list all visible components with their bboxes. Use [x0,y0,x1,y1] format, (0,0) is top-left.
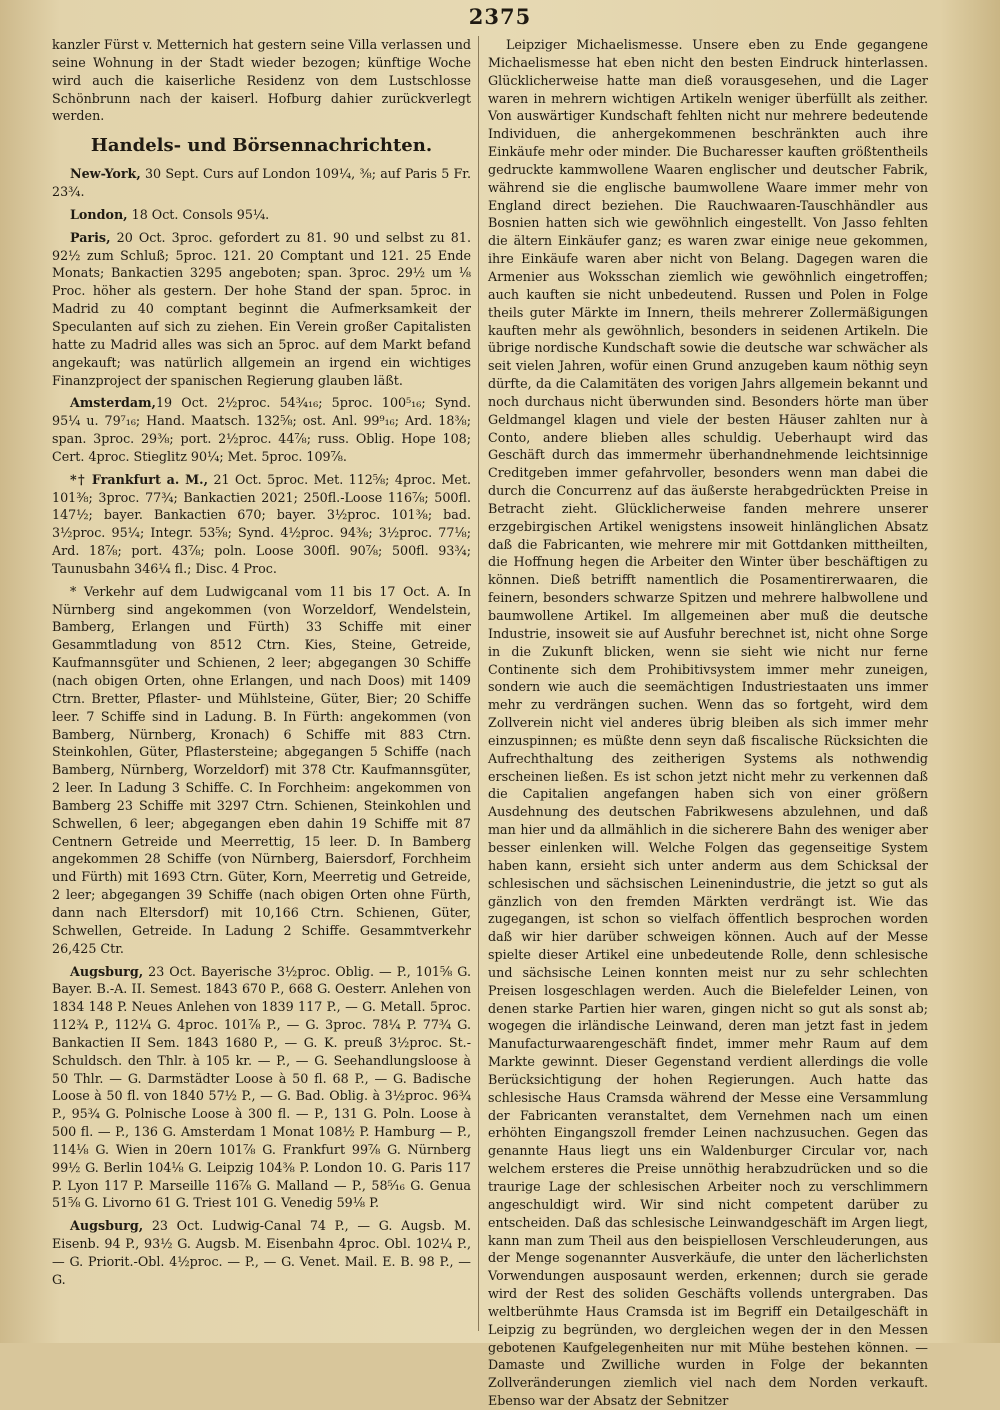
report-augsburg-1 [52,963,471,1213]
report-paris-text: 20 Oct. 3proc. gefordert zu 81. 90 und selbst zu 81. 92½ zum Schluß; 5proc. 121. 20 Comptant und 121. 25 Ende Monats; Bankactien 3295 angeboten; span. 3proc. 29½ um ⅛ Proc. höher als gestern. Der hohe Stand der span. 5proc. in Madrid zu 40 comptant beginnt die Aufmerksamkeit der Speculanten auf sich zu ziehen. Ein Verein großer Capitalisten hatte zu Madrid alles was sich an 5proc. auf dem Markt befand angekauft; was natürlich allgemein an irgend ein wichtiges Finanzproject der spanischen Regierung glauben läßt. [52,229,471,388]
report-newyork [52,165,471,201]
section-heading: Handels- und Börsennachrichten. [90,135,433,157]
place-paris: Paris, [70,229,111,245]
place-augsburg-1: Augsburg, [70,963,144,979]
report-london [52,206,471,224]
place-newyork: New-York, [70,166,141,182]
report-augsburg-1-text: 23 Oct. Bayerische 3½proc. Oblig. — P., 101⅝ G. Bayer. B.-A. II. Semest. 1843 670 P., 668 G. Oesterr. Anlehen von 1834 148 P. Neues Anlehen von 1839 117 P., — G. Metall. 5proc. 112¾ P., 112¼ G. 4proc. 101⅞ P., — G. 3proc. 78¼ P. 77¾ G. Bankactien II Sem. 1843 1680 P., — G. K. preuß 3½proc. St.-Schuldsch. den Thlr. à 105 kr. — P., — G. Seehandlungsloose à 50 Thlr. — G. Darmstädter Loose à 50 fl. 68 P., — G. Badische Loose à 50 fl. von 1840 57½ P., — G. Bad. Oblig. à 3½proc. 96¾ P., 95¾ G. Polnische Loose à 300 fl. — P., 131 G. Poln. Loose à 500 fl. — P., 136 G. Amsterdam 1 Monat 108½ P. Hamburg — P., 114⅛ G. Wien in 20ern 101⅞ G. Frankfurt 99⅞ G. Nürnberg 99½ G. Berlin 104⅛ G. Leipzig 104⅜ P. London 10. G. Paris 117 P. Lyon 117 P. Marseille 116⅞ G. Malland — P., 58⁵⁄₁₆ G. Genua 51⅝ G. Livorno 61 G. Triest 101 G. Venedig 59⅛ P. [52,963,471,1211]
page-number: 2375 [468,4,532,29]
leipzig-fair-report: Leipziger Michaelismesse. Unsere eben zu Ende gegangene Michaelismesse hat eben nicht den besten Eindruck hinterlassen. Glücklicherweise hatte man dieß vorausgesehen, und die Lager waren in mehrern wichtigen Artikeln weniger überfüllt als zeither. Von auswärtiger Kundschaft fehlten nicht nur mehrere bedeutende Individuen, die anhergekommenen beschränkten auch ihre Einkäufe mehr oder minder. Die Bucharesser kauften größtentheils gedruckte kammwollene Waaren englischer und deutscher Fabrik, während sie die englische baumwollene Waare immer mehr von England direct beziehen. Die Rauchwaaren-Tauschhändler aus Bosnien hatten sich wie gewöhnlich eingestellt. Von Jasso fehlten die ältern Einkäufer ganz; es waren zwar einige neue gekommen, ihre Einkäufe waren aber nicht von Belang. Dagegen waren die Armenier aus Woksschan ziemlich wie gewöhnlich eingetroffen; auch kauften sie nicht unbedeutend. Russen und Polen in Folge theils guter Märkte im Innern, theils mehrerer Zollermäßigungen kauften mehr als gewöhnlich, besonders in seidenen Artikeln. Die übrige nordische Kundschaft sowie die deutsche war schwächer als seit vielen Jahren, wofür einen Grund anzugeben kaum nöthig seyn dürfte, da die Calamitäten des vorigen Jahrs allgemein bekannt und noch durchaus nicht überwunden sind. Besonders hörte man über Geldmangel klagen und viele der besten Häuser zahlten nur à Conto, andere blieben alles schuldig. Ueberhaupt wird das Geschäft durch das immermehr überhandnehmende leichtsinnige Creditgeben immer gefahrvoller, besonders wenn man dabei die durch die Concurrenz auf das äußerste herabgedrückten Preise in Betracht zieht. Glücklicherweise fanden mehrere unserer erzgebirgischen Artikel wenigstens insoweit hinlänglichen Absatz daß die Fabricanten, wie mehrere mir mit Gottdanken mittheilten, die Hoffnung hegen die Arbeiter den Winter über beschäftigen zu können. Dieß betrifft namentlich die Posamentirerwaaren, die feinern, besonders schwarze Spitzen und mehrere halbwollene und baumwollene Artikel. Im allgemeinen aber muß die deutsche Industrie, insoweit sie auf Ausfuhr berechnet ist, nicht ohne Sorge in die Zukunft blicken, wenn sie sieht wie nicht nur ferne Continente sich dem Prohibitivsystem immer mehr zuneigen, sondern wie auch die seemächtigen Industriestaaten uns immer mehr zu verdrängen suchen. Wenn das so fortgeht, wird dem Zollverein nicht viel anderes übrig bleiben als sich immer mehr einzuspinnen; es müßte denn seyn daß fiscalische Rücksichten die Aufrechthaltung des zeitherigen Systems als nothwendig erscheinen ließen. Es ist schon jetzt nicht mehr zu verkennen daß die Capitalien angefangen haben sich von einer größern Ausdehnung des deutschen Fabrikwesens abzulehnen, und daß man hier und da allmählich in die sicherere Bahn des weniger aber besser einlenken will. Welche Folgen das gegenseitige System haben kann, ersieht sich unter anderm aus dem Schicksal der schlesischen und sächsischen Leinenindustrie, die jetzt so gut als gänzlich von den fremden Märkten verdrängt ist. Wie das zugegangen, ist schon so vielfach öffentlich besprochen worden daß wir hier darüber schweigen können. Auch auf der Messe spielte dieser Artikel eine unbedeutende Rolle, denn schlesische und sächsische Leinen konnten meist nur zu sehr schlechten Preisen losgeschlagen werden. Auch die Bielefelder Leinen, von denen starke Partien hier waren, gingen nicht so gut als sonst ab; wogegen die irländische Leinwand, deren man jetzt fast in jedem Manufacturwaarengeschäft findet, immer mehr Raum auf dem Markte gewinnt. Dieser Gegenstand verdient allerdings die volle Berücksichtigung der hohen Regierungen. Auch hatte das schlesische Haus Cramsda während der Messe eine Versammlung der Fabricanten veranstaltet, dem Vernehmen nach um einen erhöhten Eingangszoll fremder Leinen nachzusuchen. Gegen das genannte Haus liegt uns ein Waldenburger Circular vor, nach welchem ersteres die Preise unnöthig herabzudrücken und so die traurige Lage der schlesischen Arbeiter noch zu verschlimmern angeschuldigt wird. Wir sind nicht competent darüber zu entscheiden. Daß das schlesische Leinwandgeschäft im Argen liegt, kann man zum Theil aus den beispiellosen Verschleuderungen, aus der Menge sogenannter Ausverkäufe, die unter den lächerlichsten Vorwendungen ausposaunt werden, erkennen; durch sie gerade wird der Rest des soliden Geschäfts vollends untergraben. Das weltberühmte Haus Cramsda ist im Begriff ein Detailgeschäft in Leipzig zu begründen, wo dergleichen wegen der in den Messen gebotenen Kaufgelegenheiten nur mit Mühe bestehen können. — Damaste und Zwilliche wurden in Folge der bekannten Zollveränderungen ziemlich viel nach dem Norden verkauft. Ebenso war der Absatz der Sebnitzer [488,37,928,1409]
place-london: London, [70,206,128,222]
intro-paragraph: kanzler Fürst v. Metternich hat gestern seine Villa verlassen und seine Wohnung in der Stadt wieder bezogen; künftige Woche wird auch die kaiserliche Residenz von dem Lustschlosse Schönbrunn nach der kaiserl. Hofburg dahier zurückverlegt werden. [52,37,471,124]
left-column [52,36,471,1336]
report-ludwigcanal: * Verkehr auf dem Ludwigcanal vom 11 bis 17 Oct. A. In Nürnberg sind angekommen (von Worzeldorf, Wendelstein, Bamberg, Erlangen und Fürth) 33 Schiffe mit einer Gesammtladung von 8512 Ctrn. Kies, Steine, Getreide, Kaufmannsgüter und Schienen, 2 leer; abgegangen 30 Schiffe (nach obigen Orten, ohne Erlangen, und nach Doos) mit 1409 Ctrn. Bretter, Pflaster- und Mühlsteine, Güter, Bier; 20 Schiffe leer. 7 Schiffe sind in Ladung. B. In Fürth: angekommen (von Bamberg, Nürnberg, Kronach) 6 Schiffe mit 883 Ctrn. Steinkohlen, Güter, Pflastersteine; abgegangen 5 Schiffe (nach Bamberg, Nürnberg, Worzeldorf) mit 378 Ctr. Kaufmannsgüter, 2 leer. In Ladung 3 Schiffe. C. In Forchheim: angekommen von Bamberg 23 Schiffe mit 3297 Ctrn. Schienen, Steinkohlen und Schwellen, 6 leer; abgegangen eben dahin 19 Schiffe mit 87 Centnern Getreide und Meerrettig, 15 leer. D. In Bamberg angekommen 28 Schiffe (von Nürnberg, Baiersdorf, Forchheim und Fürth) mit 1693 Ctrn. Güter, Korn, Meerretig und Getreide, 2 leer; abgegangen 39 Schiffe (nach obigen Orten ohne Fürth, dann nach Eltersdorf) mit 10,166 Ctrn. Schienen, Güter, Schwellen, Getreide. In Ladung 2 Schiffe. Gesammtverkehr 26,425 Ctr. [52,583,471,956]
report-amsterdam [52,394,471,465]
report-newyork-text: 30 Sept. Curs auf London 109¼, ⅜; auf Paris 5 Fr. 23¾. [52,166,471,200]
report-augsburg-2-text: 23 Oct. Ludwig-Canal 74 P., — G. Augsb. M. Eisenb. 94 P., 93½ G. Augsb. M. Eisenbahn 4proc. Obl. 102¼ P., — G. Priorit.-Obl. 4½proc. — P., — G. Venet. Mail. E. B. 98 P., — G. [52,1218,471,1287]
place-frankfurt: *† Frankfurt a. M., [70,471,209,487]
report-london-text: 18 Oct. Consols 95¼. [127,206,270,222]
report-augsburg-2 [52,1217,471,1288]
report-paris [52,229,471,390]
report-frankfurt-text: 21 Oct. 5proc. Met. 112⅝; 4proc. Met. 101³⁄₈; 3proc. 77¾; Bankactien 2021; 250fl.-Loose 116⅞; 500fl. 147½; bayer. Bankactien 670; bayer. 3½proc. 101⅜; bad. 3½proc. 95¼; Integr. 53⅝; Synd. 4½proc. 94⅜; 3½proc. 77⅛; Ard. 18⅞; port. 43⅞; poln. Loose 300fl. 90⅞; 500fl. 93¾; Taunusbahn 346¼ fl.; Disc. 4 Proc. [52,471,471,576]
right-column [488,36,928,1409]
place-augsburg-2: Augsburg, [70,1218,144,1234]
report-amsterdam-text: 19 Oct. 2½proc. 54¾₁₆; 5proc. 100⁵₁₆; Synd. 95¼ u. 79⁷₁₆; Hand. Maatsch. 132⅝; ost. Anl. 99⁹₁₆; Ard. 18⅜; span. 3proc. 29⅜; port. 2½proc. 44⅞; russ. Oblig. Hope 108; Cert. 4proc. Stieglitz 90¼; Met. 5proc. 109⅞. [52,395,471,464]
column-divider [478,36,479,1331]
place-amsterdam: Amsterdam, [70,395,156,411]
report-frankfurt [52,471,471,578]
